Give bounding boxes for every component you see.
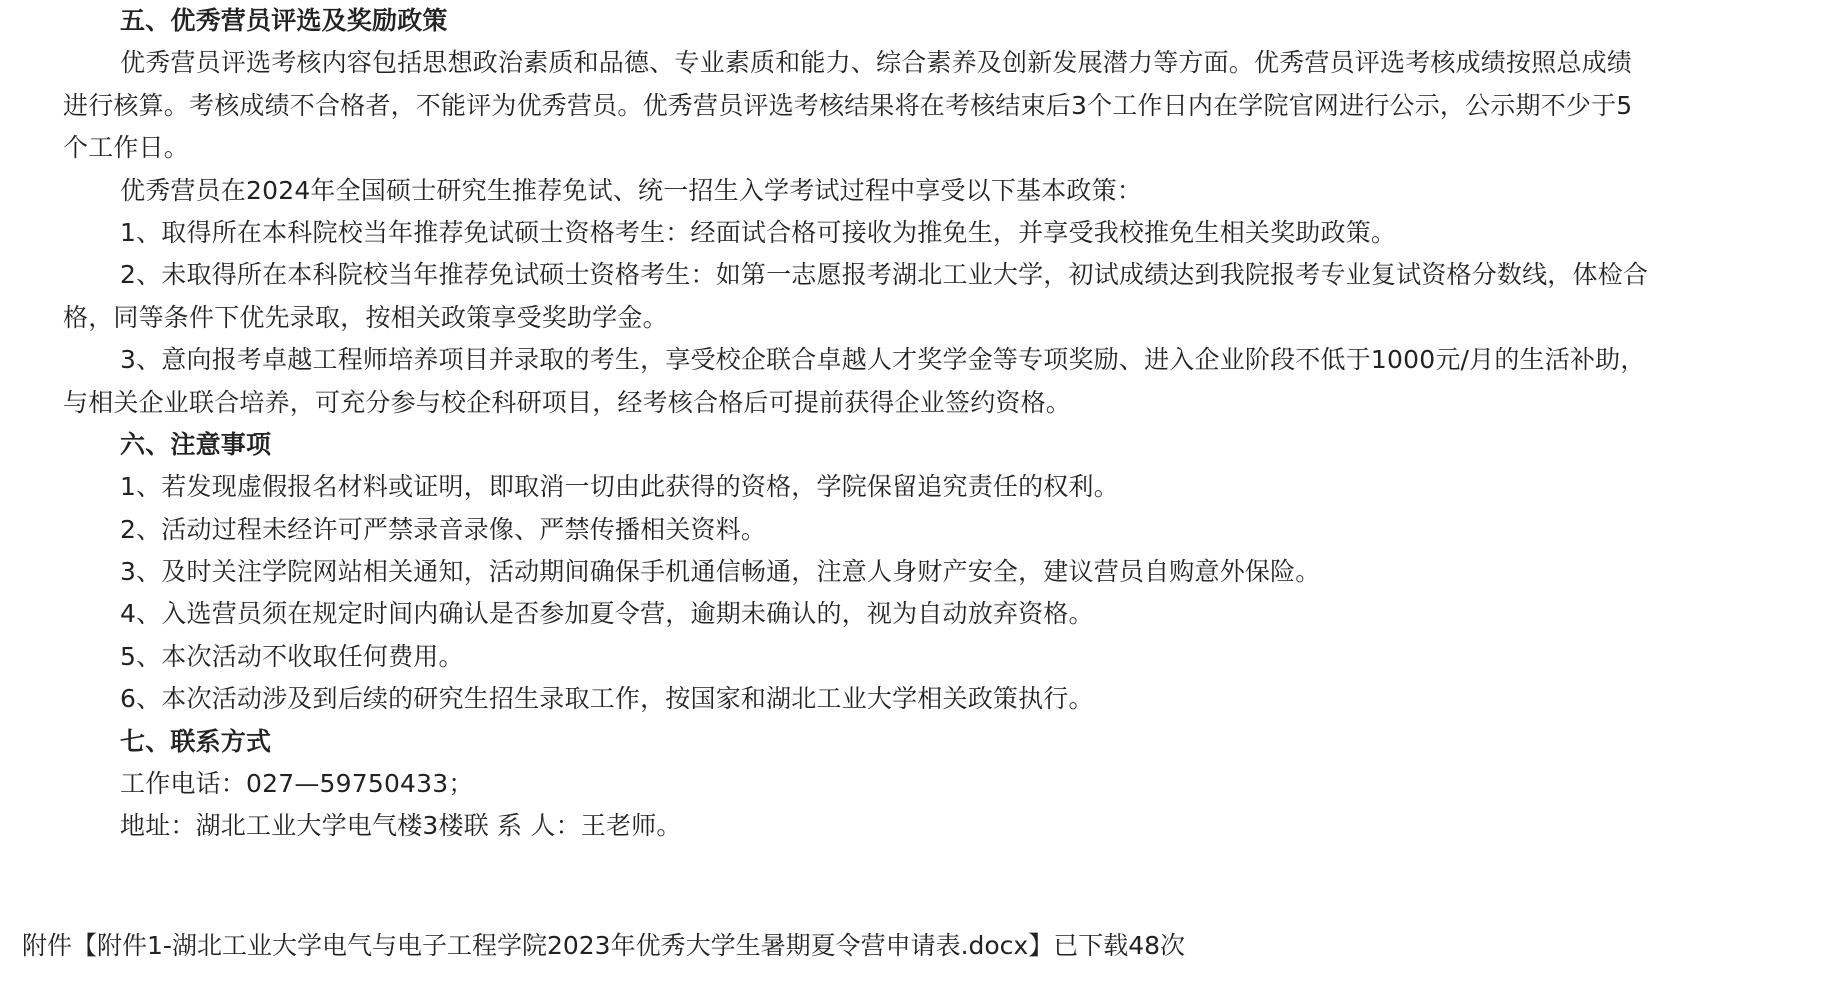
notice-item: 2、活动过程未经许可严禁录音录像、严禁传播相关资料。 (120, 514, 767, 544)
policy-item-continuation: 与相关企业联合培养，可充分参与校企科研项目，经考核合格后可提前获得企业签约资格。 (63, 387, 1072, 417)
section-heading-notes: 六、注意事项 (120, 429, 272, 459)
notice-item: 5、本次活动不收取任何费用。 (120, 641, 464, 671)
paragraph-line: 优秀营员在2024年全国硕士研究生推荐免试、统一招生入学考试过程中享受以下基本政策： (120, 175, 1143, 205)
contact-phone: 工作电话：027—59750433； (120, 769, 474, 799)
notice-item: 6、本次活动涉及到后续的研究生招生录取工作，按国家和湖北工业大学相关政策执行。 (120, 684, 1094, 714)
policy-item: 2、未取得所在本科院校当年推荐免试硕士资格考生：如第一志愿报考湖北工业大学，初试成绩达到我院报考专业复试资格分数线，体检合 (120, 260, 1649, 290)
attachment-prefix: 附件 (22, 931, 73, 960)
policy-item: 3、意向报考卓越工程师培养项目并录取的考生，享受校企联合卓越人才奖学金等专项奖励、进入企业阶段不低于1000元/月的生活补助， (120, 345, 1646, 375)
attachment-row (22, 925, 1185, 967)
policy-item: 1、取得所在本科院校当年推荐免试硕士资格考生：经面试合格可接收为推免生，并享受我校推免生相关奖助政策。 (120, 217, 1397, 247)
policy-item-continuation: 格，同等条件下优先录取，按相关政策享受奖助学金。 (63, 302, 668, 332)
paragraph-line: 优秀营员评选考核内容包括思想政治素质和品德、专业素质和能力、综合素养及创新发展潜力等方面。优秀营员评选考核成绩按照总成绩 (120, 48, 1633, 78)
section-heading-contact: 七、联系方式 (120, 726, 272, 756)
document-body (63, 0, 1833, 848)
paragraph-line: 进行核算。考核成绩不合格者，不能评为优秀营员。优秀营员评选考核结果将在考核结束后3个工作日内在学院官网进行公示，公示期不少于5 (63, 90, 1633, 120)
section-heading-awards: 五、优秀营员评选及奖励政策 (120, 6, 448, 35)
download-count: 已下载48次 (1053, 931, 1186, 960)
notice-item: 3、及时关注学院网站相关通知，活动期间确保手机通信畅通，注意人身财产安全，建议营员自购意外保险。 (120, 557, 1321, 587)
notice-item: 4、入选营员须在规定时间内确认是否参加夏令营，逾期未确认的，视为自动放弃资格。 (120, 599, 1094, 629)
notice-item: 1、若发现虚假报名材料或证明，即取消一切由此获得的资格，学院保留追究责任的权利。 (120, 472, 1119, 502)
attachment-download-link[interactable]: 【附件1-湖北工业大学电气与电子工程学院2023年优秀大学生暑期夏令营申请表.docx】 (72, 931, 1054, 960)
paragraph-line: 个工作日。 (63, 133, 190, 163)
contact-address: 地址：湖北工业大学电气楼3楼联 系 人：王老师。 (120, 811, 682, 841)
